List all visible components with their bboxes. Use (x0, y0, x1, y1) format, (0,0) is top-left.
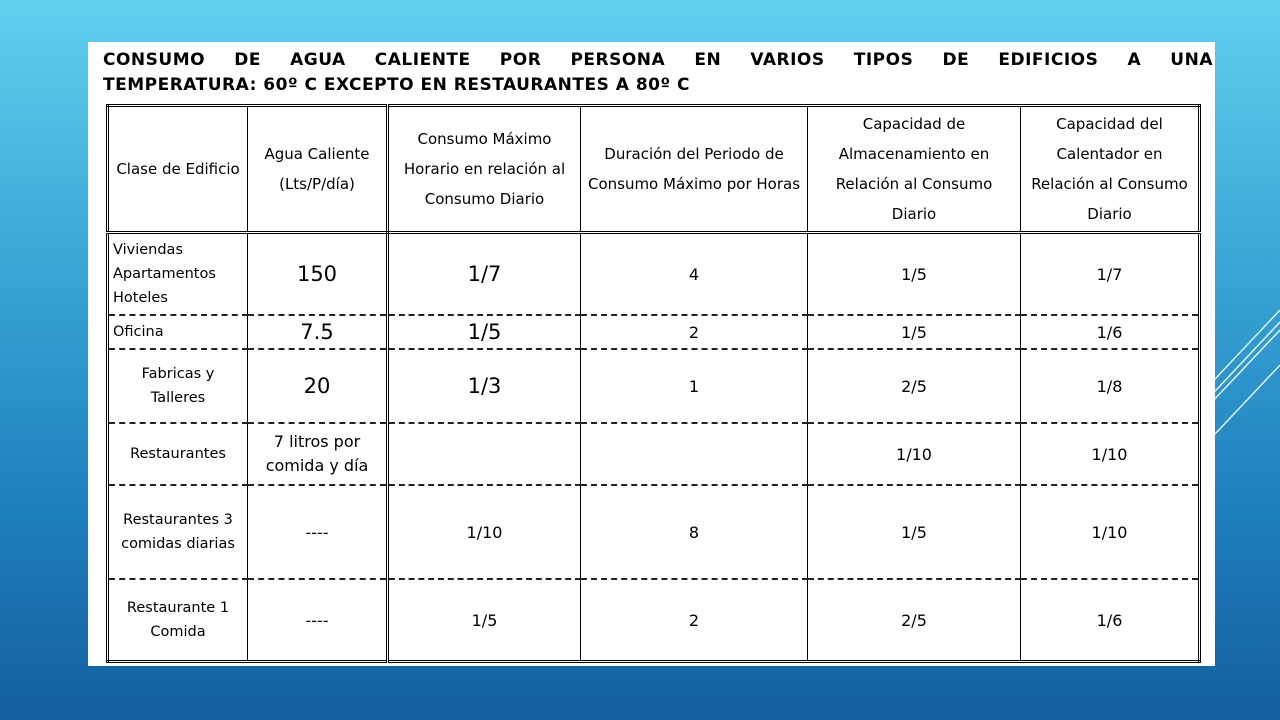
row-agua: 150 (248, 233, 388, 316)
row-almacenamiento: 2/5 (808, 349, 1021, 423)
row-duracion: 1 (581, 349, 808, 423)
row-almacenamiento: 2/5 (808, 579, 1021, 662)
row-clase: Viviendas Apartamentos Hoteles (108, 233, 248, 316)
row-clase: Restaurante 1 Comida (108, 579, 248, 662)
row-clase: Oficina (108, 315, 248, 349)
row-consumo-max: 1/5 (388, 315, 581, 349)
hot-water-table (106, 104, 1201, 663)
row-agua: 7.5 (248, 315, 388, 349)
row-calentador: 1/7 (1021, 233, 1200, 316)
row-agua: ---- (248, 579, 388, 662)
header-agua: Agua Caliente (Lts/P/día) (248, 106, 388, 233)
row-consumo-max (388, 423, 581, 485)
row-calentador: 1/6 (1021, 579, 1200, 662)
row-agua: 20 (248, 349, 388, 423)
row-agua: 7 litros por comida y día (248, 423, 388, 485)
table-row (108, 349, 1200, 423)
row-duracion: 8 (581, 485, 808, 579)
header-row (108, 106, 1200, 233)
header-clase: Clase de Edificio (108, 106, 248, 233)
row-calentador: 1/10 (1021, 423, 1200, 485)
row-almacenamiento: 1/5 (808, 233, 1021, 316)
header-calentador: Capacidad del Calentador en Relación al Consumo Diario (1021, 106, 1200, 233)
table-heading (103, 48, 1213, 98)
row-duracion: 2 (581, 579, 808, 662)
row-consumo-max: 1/3 (388, 349, 581, 423)
header-almacenamiento: Capacidad de Almacenamiento en Relación al Consumo Diario (808, 106, 1021, 233)
row-clase: Fabricas y Talleres (108, 349, 248, 423)
row-duracion: 2 (581, 315, 808, 349)
row-consumo-max: 1/10 (388, 485, 581, 579)
table-row (108, 485, 1200, 579)
row-duracion: 4 (581, 233, 808, 316)
header-duracion: Duración del Periodo de Consumo Máximo por Horas (581, 106, 808, 233)
row-consumo-max: 1/5 (388, 579, 581, 662)
table-row (108, 579, 1200, 662)
row-clase: Restaurantes 3 comidas diarias (108, 485, 248, 579)
row-consumo-max: 1/7 (388, 233, 581, 316)
row-calentador: 1/10 (1021, 485, 1200, 579)
heading-line-1: CONSUMO DE AGUA CALIENTE POR PERSONA EN VARIOS TIPOS DE EDIFICIOS A UNA (103, 50, 1213, 70)
table-card (88, 42, 1215, 666)
row-duracion (581, 423, 808, 485)
row-almacenamiento: 1/10 (808, 423, 1021, 485)
table-row (108, 233, 1200, 316)
row-calentador: 1/6 (1021, 315, 1200, 349)
row-almacenamiento: 1/5 (808, 485, 1021, 579)
row-agua: ---- (248, 485, 388, 579)
header-consumo-max: Consumo Máximo Horario en relación al Consumo Diario (388, 106, 581, 233)
heading-line-2: TEMPERATURA: 60º C EXCEPTO EN RESTAURANTES A 80º C (103, 75, 690, 95)
row-clase: Restaurantes (108, 423, 248, 485)
table-row (108, 423, 1200, 485)
row-almacenamiento: 1/5 (808, 315, 1021, 349)
table-row (108, 315, 1200, 349)
row-calentador: 1/8 (1021, 349, 1200, 423)
